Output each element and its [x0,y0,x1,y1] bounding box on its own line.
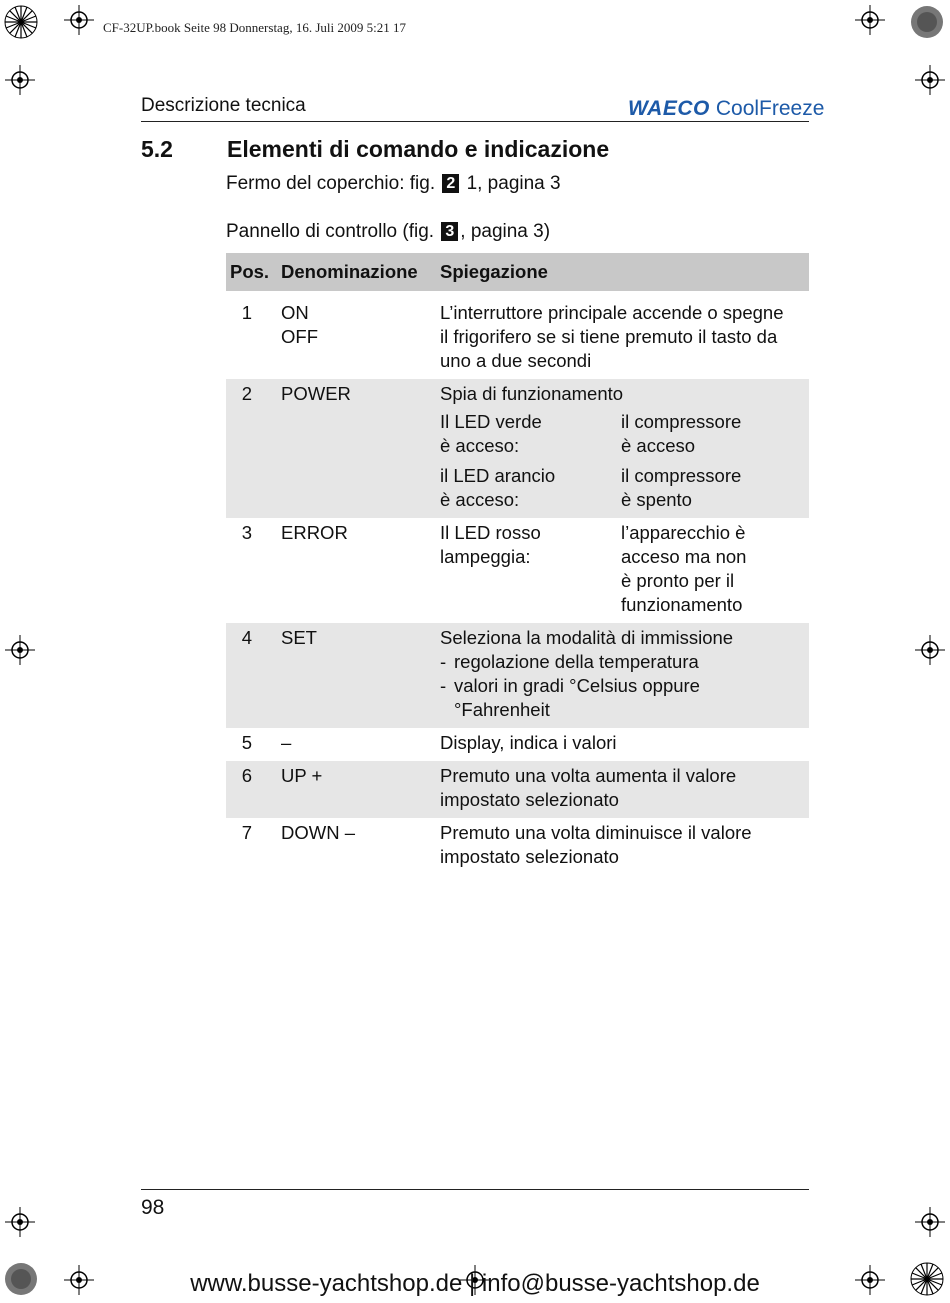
brand-logo [628,97,824,121]
sp-line: impostato selezionato [440,789,619,810]
row-denomination: – [281,732,292,753]
row-denomination: POWER [281,383,351,404]
registration-mark-icon [915,635,945,665]
bullet-item [440,674,809,722]
color-target-icon [4,5,38,39]
footer-rule [141,1189,809,1190]
row-pos: 6 [241,765,252,786]
row-pos: 2 [241,383,252,404]
table-header [226,253,809,291]
row-denomination: DOWN – [281,822,355,843]
table-row [226,623,809,728]
registration-mark-icon [5,635,35,665]
table-row [226,518,809,623]
table-row [226,761,809,818]
header-pos: Pos. [230,261,270,282]
table-row [226,818,809,875]
sp-line: °Fahrenheit [454,699,550,720]
registration-mark-icon [64,5,94,35]
led-state [440,464,809,512]
controls-table [226,253,809,875]
registration-mark-icon [915,65,945,95]
footer-email-link[interactable]: info@busse-yachtshop.de [481,1270,760,1297]
sp-line: acceso ma non [621,546,747,567]
para-text: Fermo del coperchio: fig. [226,173,436,194]
brand-product: CoolFreeze [715,97,825,120]
sp-line: impostato selezionato [440,846,619,867]
running-header: Descrizione tecnica [141,95,306,116]
row-denomination: ERROR [281,522,348,543]
sp-line: Premuto una volta aumenta il valore [440,765,737,786]
registration-mark-icon [915,1207,945,1237]
table-row [226,728,809,761]
led-state [440,521,809,617]
sp-line: valori in gradi °Celsius oppure [454,675,700,696]
print-slug: CF-32UP.book Seite 98 Donnerstag, 16. Juli 2009 5:21 17 [103,20,406,35]
row-explanation [440,764,809,812]
sp-line: è spento [621,489,692,510]
header-rule [141,121,809,122]
sp-line: l’apparecchio è [621,522,746,543]
row-pos: 1 [241,302,252,323]
bullet-item [440,650,809,674]
page-number: 98 [141,1196,165,1219]
footer-separator: | [469,1270,476,1297]
row-denomination: UP + [281,765,323,786]
row-pos: 4 [241,627,252,648]
led-state [440,410,809,458]
section-title: Elementi di comando e indicazione [227,136,610,162]
row-pos: 3 [241,522,252,543]
row-explanation [440,382,809,512]
sp-line: lampeggia: [440,546,531,567]
sp-line: è pronto per il [621,570,735,591]
bullet-dash: - [440,651,447,672]
header-explanation: Spiegazione [440,261,548,282]
sp-line: il LED arancio [440,465,556,486]
sp-line: regolazione della temperatura [454,651,699,672]
sp-line: Il LED verde [440,411,542,432]
sp-line: è acceso: [440,435,520,456]
sp-line: funzionamento [621,594,743,615]
figure-ref-badge: 2 [442,174,459,193]
den-line: OFF [281,326,318,347]
section-number: 5.2 [141,136,173,162]
para-text: , pagina 3) [460,221,551,242]
registration-mark-icon [5,1207,35,1237]
para-text: 1, pagina 3 [466,173,561,194]
para-text: Pannello di controllo (fig. [226,221,435,242]
row-explanation [440,521,809,617]
row-denomination [266,301,440,373]
sp-line: è acceso [621,435,696,456]
row-denomination: SET [281,627,317,648]
gray-target-icon [910,5,944,39]
bullet-dash: - [440,675,447,696]
header-denomination: Denominazione [281,261,418,282]
sp-line: Il LED rosso [440,522,541,543]
row-pos: 5 [241,732,252,753]
footer-website-link[interactable]: www.busse-yachtshop.de [190,1270,463,1297]
footer-contact [0,1270,950,1298]
sp-line: Spia di funzionamento [440,383,624,404]
paragraph-control-panel [226,221,550,243]
row-explanation [440,821,809,869]
table-row [226,291,809,379]
sp-line: Seleziona la modalità di immissione [440,627,734,648]
sp-line: il compressore [621,465,742,486]
table-row [226,379,809,518]
sp-line: uno a due secondi [440,350,592,371]
registration-mark-icon [5,65,35,95]
sp-line: è acceso: [440,489,520,510]
sp-line: il compressore [621,411,742,432]
row-explanation: Display, indica i valori [440,732,617,753]
paragraph-lid-latch [226,173,561,195]
row-explanation [440,626,809,722]
registration-mark-icon [855,5,885,35]
row-explanation [440,301,809,373]
figure-ref-badge: 3 [441,222,458,241]
sp-line: Premuto una volta diminuisce il valore [440,822,752,843]
brand-waeco: WAECO [628,97,710,120]
den-line: ON [281,302,309,323]
row-pos: 7 [241,822,252,843]
sp-line: L’interruttore principale accende o spegne [440,302,784,323]
sp-line: il frigorifero se si tiene premuto il tasto da [440,326,778,347]
